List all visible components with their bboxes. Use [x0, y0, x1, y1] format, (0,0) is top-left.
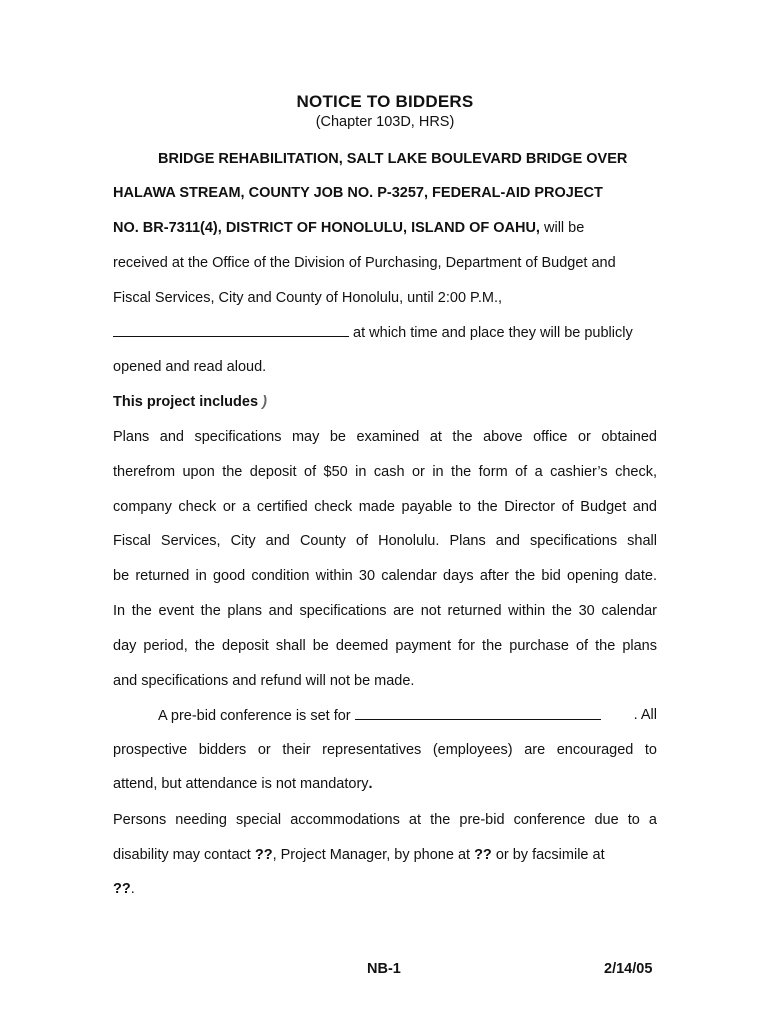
- body-line: In the event the plans and specifications are not returned within the 30 calendar: [113, 603, 657, 619]
- body-line-with-blank: [113, 322, 657, 343]
- project-heading-line-1: BRIDGE REHABILITATION, SALT LAKE BOULEVARD BRIDGE OVER: [158, 151, 628, 167]
- project-heading-line-3-bold: NO. BR-7311(4), DISTRICT OF HONOLULU, ISLAND OF OAHU,: [113, 220, 540, 236]
- fax-placeholder: ??: [113, 881, 131, 897]
- date-blank-field[interactable]: [113, 322, 349, 337]
- period: .: [130, 881, 135, 897]
- body-line: and specifications and refund will not be made.: [113, 673, 415, 689]
- prebid-end-text: . All: [633, 707, 657, 723]
- project-heading-line-3: [113, 218, 657, 238]
- contact-text: , Project Manager, by phone at: [272, 847, 475, 863]
- body-line: company check or a certified check made payable to the Director of Budget and: [113, 499, 657, 515]
- body-line: Persons needing special accommodations at the pre-bid conference due to a: [113, 812, 657, 828]
- prebid-date-blank-field[interactable]: [355, 705, 601, 720]
- contact-text: disability may contact: [113, 847, 255, 863]
- revision-date: 2/14/05: [604, 961, 653, 977]
- body-line-text: at which time and place they will be publicly: [353, 325, 633, 341]
- body-line: Fiscal Services, City and County of Honolulu, until 2:00 P.M.,: [113, 290, 503, 306]
- body-line: [113, 774, 657, 794]
- document-title: NOTICE TO BIDDERS: [296, 92, 474, 111]
- fax-line: [113, 879, 657, 899]
- body-line: prospective bidders or their representatives (employees) are encouraged to: [113, 742, 657, 758]
- document-subtitle: (Chapter 103D, HRS): [315, 114, 455, 130]
- phone-placeholder: ??: [474, 847, 492, 863]
- project-includes-line: [113, 392, 657, 412]
- prebid-line: [113, 705, 657, 726]
- project-heading-line-2: HALAWA STREAM, COUNTY JOB NO. P-3257, FEDERAL-AID PROJECT: [113, 185, 603, 201]
- project-includes-paren: ): [262, 394, 267, 410]
- contact-line: [113, 845, 657, 865]
- contact-placeholder: ??: [254, 847, 273, 863]
- project-heading-line-3-rest: will be: [539, 220, 585, 236]
- body-line-text: attend, but attendance is not mandatory: [113, 776, 369, 792]
- body-line: received at the Office of the Division of Purchasing, Department of Budget and: [113, 255, 616, 271]
- body-line: Fiscal Services, City and County of Honolulu. Plans and specifications shall: [113, 533, 657, 549]
- body-line: opened and read aloud.: [113, 359, 267, 375]
- contact-text: or by facsimile at: [491, 847, 605, 863]
- project-includes-label: This project includes: [113, 394, 259, 410]
- body-line: be returned in good condition within 30 calendar days after the bid opening date.: [113, 568, 657, 584]
- period: .: [368, 776, 373, 792]
- body-line: Plans and specifications may be examined at the above office or obtained: [113, 429, 657, 445]
- body-line: day period, the deposit shall be deemed payment for the purchase of the plans: [113, 638, 657, 654]
- page-number: NB-1: [367, 961, 401, 977]
- prebid-text: A pre-bid conference is set for: [158, 708, 351, 724]
- body-line: therefrom upon the deposit of $50 in cash or in the form of a cashier’s check,: [113, 464, 657, 480]
